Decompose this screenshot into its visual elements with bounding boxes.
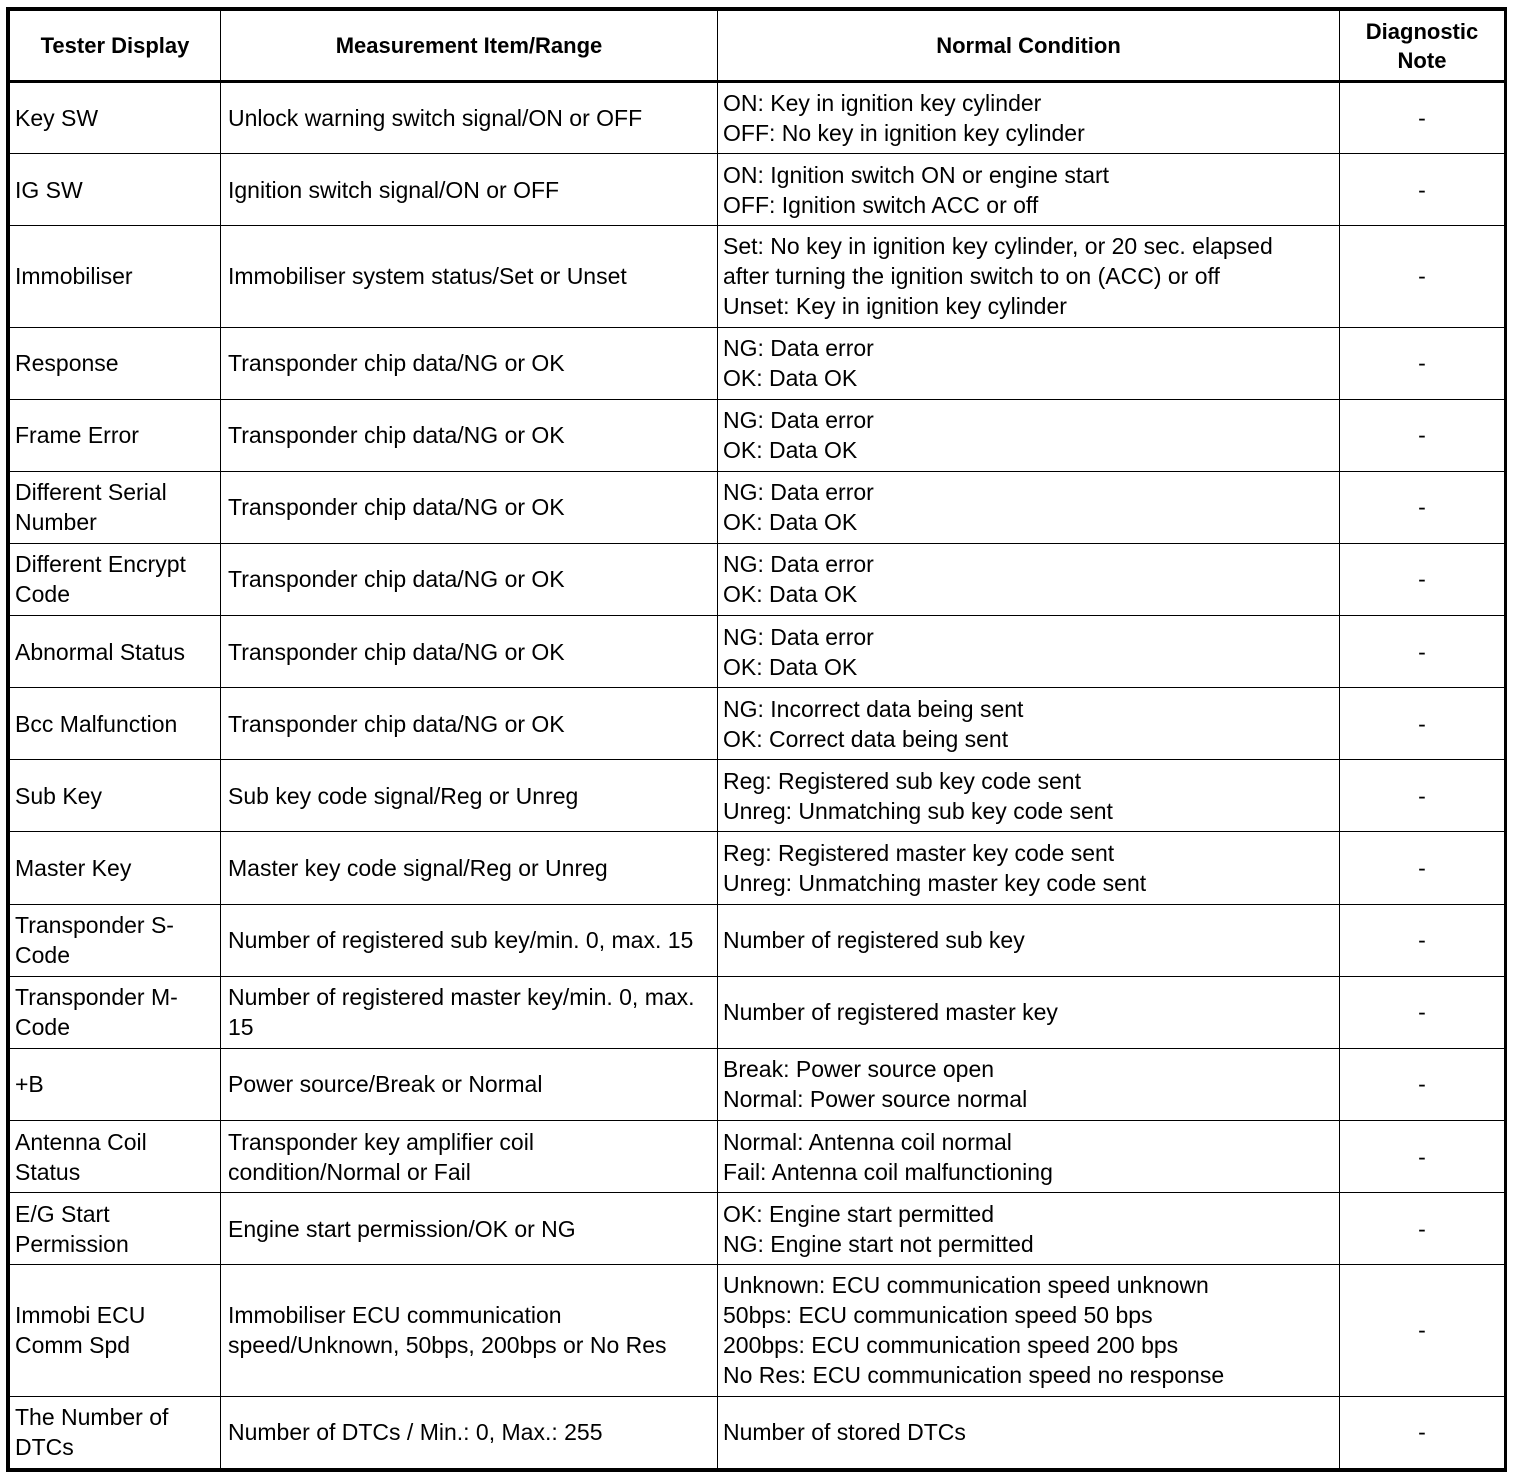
condition-line: NG: Engine start not permitted (723, 1230, 1034, 1257)
condition-line: NG: Incorrect data being sent (723, 695, 1024, 722)
condition-line: OK: Data OK (723, 581, 858, 608)
table-row (10, 976, 1505, 1048)
header-tester-display: Tester Display (10, 11, 221, 82)
cell-measurement-item: Transponder chip data/NG or OK (221, 616, 718, 688)
cell-diagnostic-note: - (1340, 976, 1505, 1048)
condition-line: 50bps: ECU communication speed 50 bps (723, 1302, 1153, 1329)
cell-measurement-item: Immobiliser system status/Set or Unset (221, 226, 718, 327)
cell-tester-display: Abnormal Status (10, 616, 221, 688)
cell-tester-display: Immobi ECU Comm Spd (10, 1265, 221, 1396)
data-monitor-table (9, 10, 1505, 1469)
cell-diagnostic-note: - (1340, 688, 1505, 760)
cell-tester-display: Transponder S-Code (10, 904, 221, 976)
cell-normal-condition (718, 1048, 1340, 1120)
cell-normal-condition (718, 616, 1340, 688)
condition-line: Fail: Antenna coil malfunctioning (723, 1158, 1053, 1185)
table-row (10, 832, 1505, 904)
cell-normal-condition (718, 976, 1340, 1048)
cell-measurement-item: Number of registered master key/min. 0, max. 15 (221, 976, 718, 1048)
condition-line: Number of registered master key (723, 999, 1058, 1026)
cell-measurement-item: Number of DTCs / Min.: 0, Max.: 255 (221, 1396, 718, 1468)
cell-normal-condition (718, 543, 1340, 615)
table-header-row (10, 11, 1505, 82)
cell-tester-display: Response (10, 327, 221, 399)
cell-tester-display: Different Encrypt Code (10, 543, 221, 615)
cell-tester-display: E/G Start Permission (10, 1193, 221, 1265)
condition-line: NG: Data error (723, 623, 874, 650)
table-row (10, 1121, 1505, 1193)
table-row (10, 616, 1505, 688)
condition-line: ON: Key in ignition key cylinder (723, 90, 1042, 117)
cell-normal-condition (718, 327, 1340, 399)
condition-line: OK: Data OK (723, 509, 858, 536)
condition-line: No Res: ECU communication speed no response (723, 1362, 1225, 1389)
condition-line: OK: Data OK (723, 653, 858, 680)
cell-measurement-item: Number of registered sub key/min. 0, max. 15 (221, 904, 718, 976)
cell-tester-display: IG SW (10, 154, 221, 226)
condition-line: Reg: Registered sub key code sent (723, 767, 1081, 794)
cell-diagnostic-note: - (1340, 1396, 1505, 1468)
cell-diagnostic-note: - (1340, 760, 1505, 832)
condition-line: OK: Data OK (723, 365, 858, 392)
cell-tester-display: Master Key (10, 832, 221, 904)
cell-normal-condition (718, 226, 1340, 327)
condition-line: NG: Data error (723, 335, 874, 362)
condition-line: OK: Engine start permitted (723, 1200, 995, 1227)
condition-line: OK: Data OK (723, 437, 858, 464)
cell-measurement-item: Transponder chip data/NG or OK (221, 399, 718, 471)
cell-tester-display: The Number of DTCs (10, 1396, 221, 1468)
cell-diagnostic-note: - (1340, 1121, 1505, 1193)
condition-line: Unreg: Unmatching sub key code sent (723, 797, 1113, 824)
condition-line: OK: Correct data being sent (723, 725, 1009, 752)
condition-line: NG: Data error (723, 479, 874, 506)
cell-normal-condition (718, 832, 1340, 904)
cell-measurement-item: Engine start permission/OK or NG (221, 1193, 718, 1265)
condition-line: Number of registered sub key (723, 927, 1025, 954)
table-row (10, 760, 1505, 832)
condition-line: OFF: No key in ignition key cylinder (723, 120, 1085, 147)
table-row (10, 154, 1505, 226)
cell-normal-condition (718, 399, 1340, 471)
table-body (10, 82, 1505, 1469)
cell-diagnostic-note: - (1340, 226, 1505, 327)
condition-line: ON: Ignition switch ON or engine start (723, 161, 1110, 188)
data-monitor-table-container (6, 7, 1507, 1472)
cell-diagnostic-note: - (1340, 543, 1505, 615)
header-diagnostic-note: Diagnostic Note (1340, 11, 1505, 82)
cell-diagnostic-note: - (1340, 1265, 1505, 1396)
cell-diagnostic-note: - (1340, 904, 1505, 976)
condition-line: NG: Data error (723, 407, 874, 434)
cell-diagnostic-note: - (1340, 616, 1505, 688)
cell-tester-display: Key SW (10, 82, 221, 154)
cell-tester-display: Transponder M-Code (10, 976, 221, 1048)
table-row (10, 327, 1505, 399)
cell-measurement-item: Sub key code signal/Reg or Unreg (221, 760, 718, 832)
cell-normal-condition (718, 1121, 1340, 1193)
cell-tester-display: Different Serial Number (10, 471, 221, 543)
cell-measurement-item: Power source/Break or Normal (221, 1048, 718, 1120)
condition-line: Unknown: ECU communication speed unknown (723, 1272, 1209, 1299)
condition-line: Unset: Key in ignition key cylinder (723, 293, 1067, 320)
cell-diagnostic-note: - (1340, 399, 1505, 471)
condition-line: Number of stored DTCs (723, 1419, 966, 1446)
condition-line: Break: Power source open (723, 1056, 995, 1083)
cell-measurement-item: Transponder chip data/NG or OK (221, 543, 718, 615)
cell-normal-condition (718, 1265, 1340, 1396)
cell-normal-condition (718, 1396, 1340, 1468)
cell-tester-display: Immobiliser (10, 226, 221, 327)
cell-normal-condition (718, 82, 1340, 154)
cell-measurement-item: Transponder chip data/NG or OK (221, 327, 718, 399)
condition-line: after turning the ignition switch to on (ACC) or off (723, 263, 1220, 290)
table-row (10, 82, 1505, 154)
table-row (10, 471, 1505, 543)
cell-normal-condition (718, 471, 1340, 543)
condition-line: Normal: Power source normal (723, 1086, 1028, 1113)
condition-line: NG: Data error (723, 551, 874, 578)
cell-diagnostic-note: - (1340, 327, 1505, 399)
cell-measurement-item: Master key code signal/Reg or Unreg (221, 832, 718, 904)
table-row (10, 904, 1505, 976)
cell-normal-condition (718, 760, 1340, 832)
cell-tester-display: Frame Error (10, 399, 221, 471)
table-row (10, 688, 1505, 760)
cell-tester-display: Bcc Malfunction (10, 688, 221, 760)
condition-line: Set: No key in ignition key cylinder, or 20 sec. elapsed (723, 233, 1273, 260)
cell-normal-condition (718, 688, 1340, 760)
cell-measurement-item: Transponder chip data/NG or OK (221, 471, 718, 543)
table-row (10, 543, 1505, 615)
header-measurement-item: Measurement Item/Range (221, 11, 718, 82)
cell-measurement-item: Immobiliser ECU communication speed/Unknown, 50bps, 200bps or No Res (221, 1265, 718, 1396)
cell-tester-display: Sub Key (10, 760, 221, 832)
condition-line: OFF: Ignition switch ACC or off (723, 191, 1039, 218)
table-row (10, 399, 1505, 471)
condition-line: 200bps: ECU communication speed 200 bps (723, 1332, 1179, 1359)
table-row (10, 226, 1505, 327)
cell-normal-condition (718, 1193, 1340, 1265)
condition-line: Reg: Registered master key code sent (723, 840, 1115, 867)
cell-tester-display: Antenna Coil Status (10, 1121, 221, 1193)
cell-normal-condition (718, 904, 1340, 976)
cell-diagnostic-note: - (1340, 82, 1505, 154)
cell-diagnostic-note: - (1340, 832, 1505, 904)
cell-measurement-item: Transponder chip data/NG or OK (221, 688, 718, 760)
cell-normal-condition (718, 154, 1340, 226)
condition-line: Unreg: Unmatching master key code sent (723, 870, 1147, 897)
cell-measurement-item: Transponder key amplifier coil condition/Normal or Fail (221, 1121, 718, 1193)
table-row (10, 1396, 1505, 1468)
cell-diagnostic-note: - (1340, 1193, 1505, 1265)
cell-measurement-item: Unlock warning switch signal/ON or OFF (221, 82, 718, 154)
table-row (10, 1048, 1505, 1120)
cell-tester-display: +B (10, 1048, 221, 1120)
cell-diagnostic-note: - (1340, 1048, 1505, 1120)
cell-diagnostic-note: - (1340, 471, 1505, 543)
header-normal-condition: Normal Condition (718, 11, 1340, 82)
cell-diagnostic-note: - (1340, 154, 1505, 226)
table-row (10, 1265, 1505, 1396)
table-row (10, 1193, 1505, 1265)
cell-measurement-item: Ignition switch signal/ON or OFF (221, 154, 718, 226)
condition-line: Normal: Antenna coil normal (723, 1128, 1012, 1155)
